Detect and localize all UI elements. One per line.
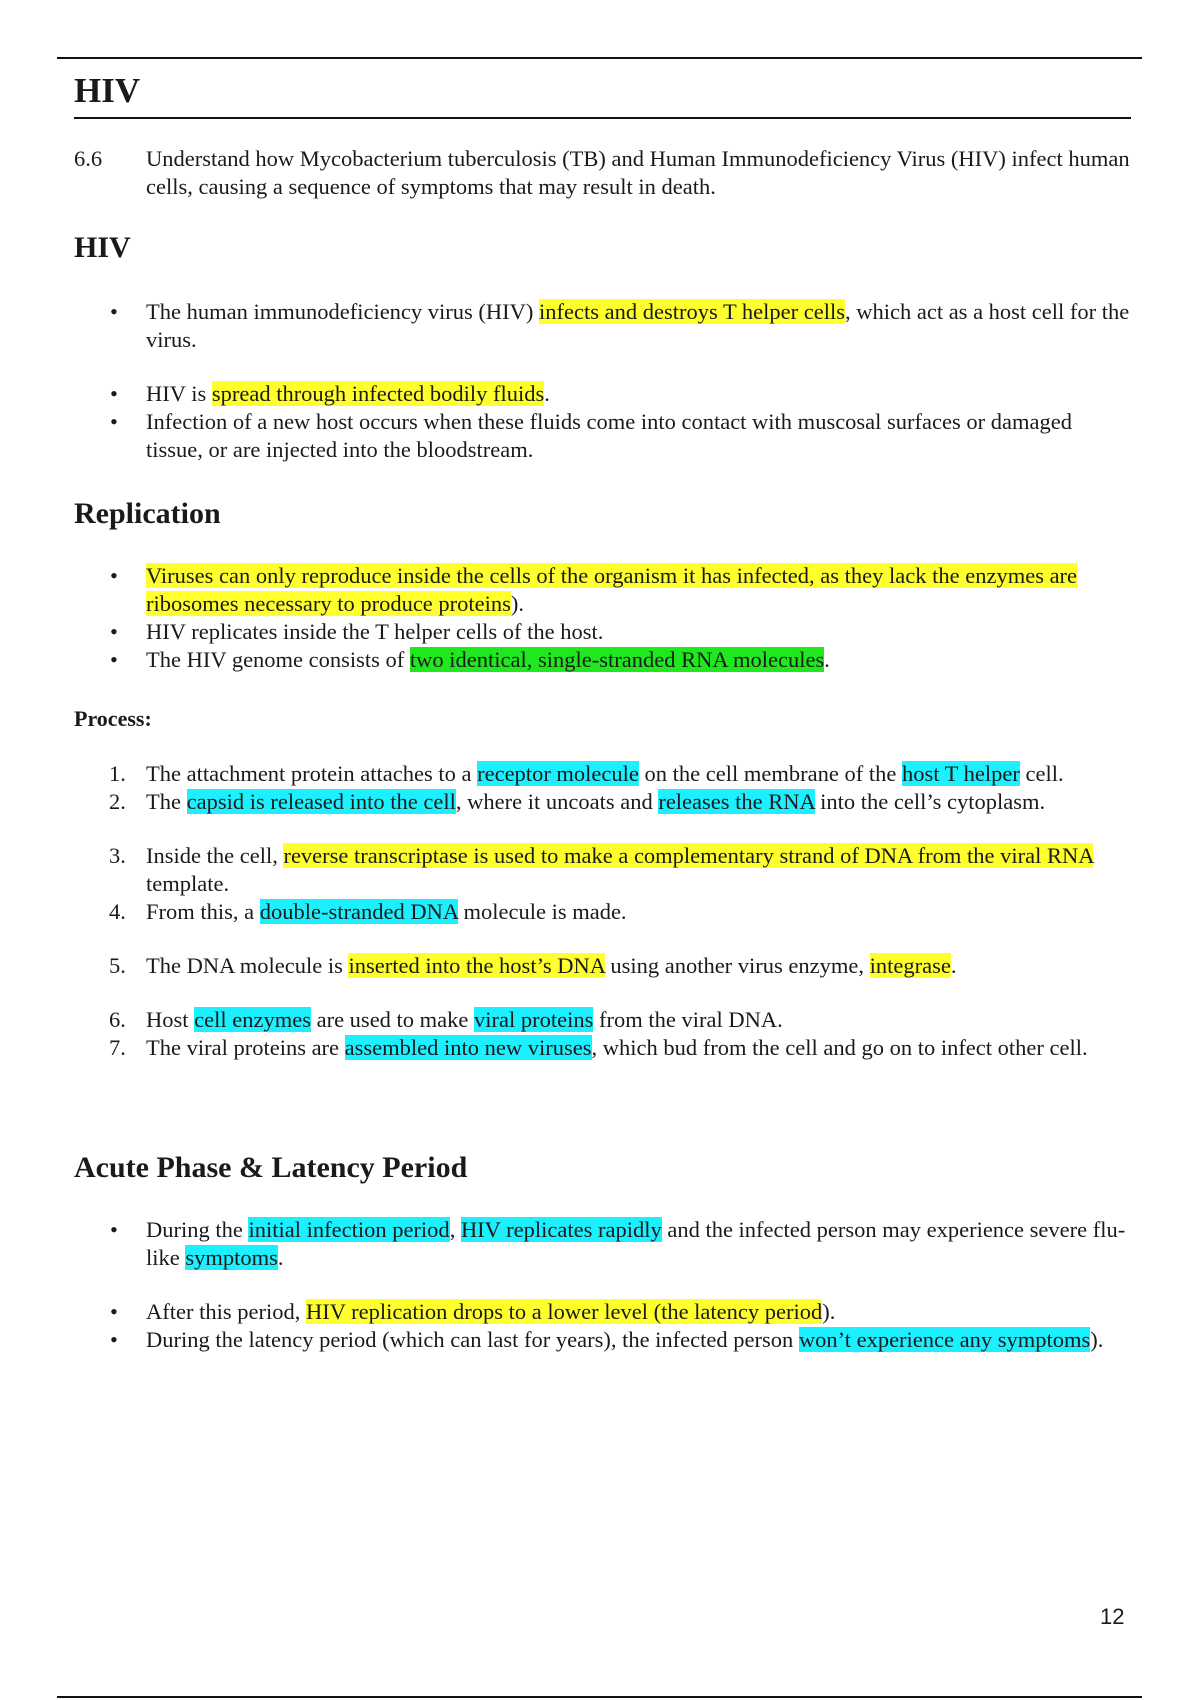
highlight: infects and destroys T helper cells [539,299,845,324]
step-number: 6. [109,1007,126,1032]
step-number: 1. [109,761,126,786]
objective-number: 6.6 [74,146,103,171]
heading-replication: Replication [74,497,221,530]
text: are used to make [310,1007,475,1032]
list-item [74,1034,1134,1062]
text: cell. [1019,761,1064,786]
highlight: symptoms [185,1245,278,1270]
process-steps [74,760,1134,1062]
title-rule [74,117,1131,119]
text: . [277,1245,284,1270]
step-number: 4. [109,899,126,924]
step-number: 3. [109,843,126,868]
highlight: host T helper [901,761,1020,786]
highlight: won’t experience any symptoms [798,1327,1091,1352]
text: , where it uncoats and [455,789,659,814]
list-item [74,898,1134,926]
list-item [74,646,1134,674]
list-item [74,380,1134,408]
list-item: • HIV replicates inside the T helper cells of the host. [74,618,1134,646]
text: . [950,953,957,978]
highlight: releases the RNA [658,789,815,814]
text: , [449,1217,461,1242]
text: HIV is [146,381,212,406]
highlight: capsid is released into the cell [186,789,456,814]
acute-bullet-list [74,1216,1134,1354]
highlight: assembled into new viruses [344,1035,592,1060]
text: , which act as a host cell for the virus. [146,299,1130,352]
list-item [74,788,1134,816]
highlight: inserted into the host’s DNA [348,953,605,978]
list-item [74,1298,1134,1326]
highlight: double-stranded DNA [259,899,458,924]
highlight: integrase [869,953,951,978]
step-number: 5. [109,953,126,978]
highlight: initial infection period [248,1217,450,1242]
list-item: • Infection of a new host occurs when these fluids come into contact with muscosal surfaces or damaged tissue, or are injected into the bloodstream. [74,408,1134,464]
text: From this, a [146,899,260,924]
list-item [74,760,1134,788]
list-item [74,1006,1134,1034]
text: The DNA molecule is [146,953,349,978]
highlight: Viruses can only reproduce inside the cells of the organism it has infected, as they lack the enzymes are ribosomes necessary to produce proteins [146,563,1078,616]
top-rule [57,57,1142,59]
text: molecule is made. [457,899,627,924]
text: The [146,789,187,814]
text: template. [146,871,230,896]
text: The viral proteins are [146,1035,345,1060]
process-label: Process: [74,706,152,731]
text: The human immunodeficiency virus (HIV) [146,299,540,324]
heading-acute-phase: Acute Phase & Latency Period [74,1151,468,1184]
text: . [544,381,550,406]
highlight: viral proteins [474,1007,594,1032]
bottom-rule [57,1696,1142,1698]
list-item [74,1326,1134,1354]
page-title: HIV [74,71,141,110]
text: The HIV genome consists of [146,647,410,672]
text: and the infected person may experience severe flu-like [146,1217,1126,1270]
list-item [74,1216,1134,1272]
list-item [74,298,1134,354]
highlight: spread through infected bodily fluids [211,381,545,406]
text: into the cell’s cytoplasm. [814,789,1046,814]
list-item [74,562,1134,618]
list-item [74,842,1134,898]
text: ). [822,1299,836,1324]
text: using another virus enzyme, [604,953,870,978]
text: Inside the cell, [146,843,284,868]
text: During the latency period (which can last for years), the infected person [146,1327,799,1352]
hiv-bullet-list [74,298,1134,464]
learning-objective [74,145,1134,201]
heading-hiv: HIV [74,231,131,264]
highlight: reverse transcriptase is used to make a complementary strand of DNA from the viral RNA [283,843,1094,868]
text: ). [1090,1327,1104,1352]
highlight: receptor molecule [477,761,639,786]
list-item [74,952,1134,980]
text: After this period, [146,1299,306,1324]
page-number: 12 [1100,1604,1125,1629]
objective-text: Understand how Mycobacterium tuberculosis (TB) and Human Immunodeficiency Virus (HIV) infect human cells, causing a sequence of symptoms that may result in death. [146,146,1130,199]
text: ). [510,591,525,616]
text: , which bud from the cell and go on to infect other cell. [591,1035,1088,1060]
highlight: HIV replication drops to a lower level (the latency period [305,1299,823,1324]
text: on the cell membrane of the [638,761,902,786]
text: During the [146,1217,249,1242]
highlight: HIV replicates rapidly [460,1217,662,1242]
text: . [824,647,830,672]
text: from the viral DNA. [593,1007,783,1032]
highlight: cell enzymes [194,1007,311,1032]
highlight: two identical, single-stranded RNA molecules [409,647,825,672]
text: The attachment protein attaches to a [146,761,478,786]
text: Host [146,1007,195,1032]
step-number: 7. [109,1035,126,1060]
replication-bullet-list [74,562,1134,674]
step-number: 2. [109,789,126,814]
